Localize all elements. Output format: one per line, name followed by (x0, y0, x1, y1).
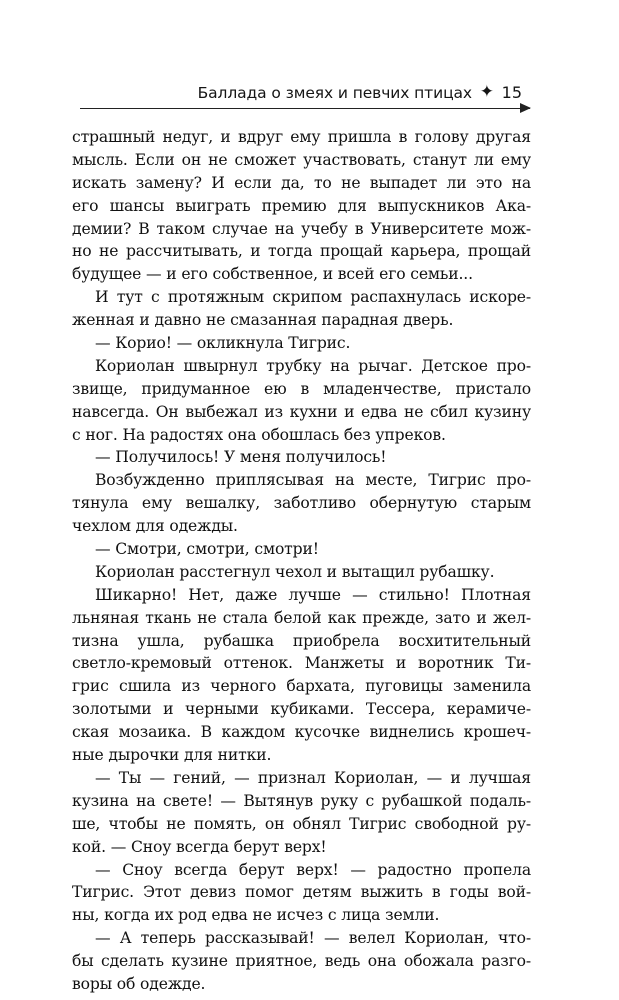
text-line: — Корио! — окликнула Тигрис. (95, 334, 351, 353)
text-line: Возбужденно приплясывая на месте, Тигрис про- (95, 471, 531, 490)
text-line: Кориолан расстегнул чехол и вытащил рубашку. (95, 562, 495, 581)
text-line: тизна ушла, рубашка приобрела восхитительный (72, 631, 531, 650)
text-line: ны, когда их род едва не исчез с лица земли. (72, 906, 440, 925)
text-line: грис сшила из черного бархата, пуговицы заменила (72, 677, 531, 696)
text-line: страшный недуг, и вдруг ему пришла в голову другая (72, 128, 531, 146)
book-title: Баллада о змеях и певчих птицах (197, 84, 472, 102)
text-line: его шансы выиграть премию для выпускников Ака- (72, 196, 531, 215)
text-line: Кориолан швырнул трубку на рычаг. Детское про- (95, 356, 531, 375)
text-line: мысль. Если он не сможет участвовать, станут ли ему (72, 150, 531, 169)
text-line: с ног. На радостях она обошлась без упреков. (72, 425, 446, 444)
text-line: чехлом для одежды. (72, 517, 238, 536)
text-line: — Получилось! У меня получилось! (95, 448, 387, 467)
body-text (72, 126, 531, 996)
text-line: — Смотри, смотри, смотри! (95, 540, 319, 559)
text-line: светло-кремовый оттенок. Манжеты и воротник Ти- (72, 654, 531, 673)
text-line: И тут с протяжным скрипом распахнулась искоре- (95, 288, 531, 307)
text-line: Шикарно! Нет, даже лучше — стильно! Плотная (95, 585, 531, 604)
text-line: — Сноу всегда берут верх! — радостно пропела (95, 860, 531, 879)
text-line: демии? В таком случае на учебу в Университете мож- (72, 219, 531, 238)
text-line: ные дырочки для нитки. (72, 746, 272, 765)
text-line: бы сделать кузине приятное, ведь она обожала разго- (72, 952, 531, 971)
text-line: ше, чтобы не помять, он обнял Тигрис свободной ру- (72, 814, 531, 833)
text-line: но не рассчитывать, и тогда прощай карьера, прощай (72, 242, 531, 261)
header-rule (80, 108, 530, 109)
page-number: 15 (501, 83, 522, 102)
text-line: звище, придуманное ею в младенчестве, пристало (72, 379, 531, 398)
text-line: ская мозаика. В каждом кусочке виднелись крошеч- (72, 723, 531, 742)
text-line: воры об одежде. (72, 974, 206, 993)
text-line: тянула ему вешалку, заботливо обернутую старым (72, 494, 531, 513)
text-line: женная и давно не смазанная парадная дверь. (72, 311, 454, 330)
text-line: искать замену? И если да, то не выпадет ли это на (72, 173, 531, 192)
text-line: — Ты — гений, — признал Кориолан, — и лучшая (95, 768, 531, 787)
arrow-icon (520, 103, 531, 113)
text-line: навсегда. Он выбежал из кухни и едва не сбил кузину (72, 402, 531, 421)
star-separator-icon: ✦ (479, 82, 494, 102)
running-header (80, 83, 530, 109)
text-line: — А теперь рассказывай! — велел Кориолан, что- (95, 929, 531, 948)
text-line: кой. — Сноу всегда берут верх! (72, 837, 327, 856)
text-line: Тигрис. Этот девиз помог детям выжить в годы вой- (72, 883, 531, 902)
text-line: кузина на свете! — Вытянув руку с рубашкой подаль- (72, 791, 531, 810)
text-line: будущее — и его собственное, и всей его семьи... (72, 265, 473, 284)
text-line: золотыми и черными кубиками. Тессера, керамиче- (72, 700, 531, 719)
text-line: льняная ткань не стала белой как прежде, зато и жел- (72, 608, 531, 627)
